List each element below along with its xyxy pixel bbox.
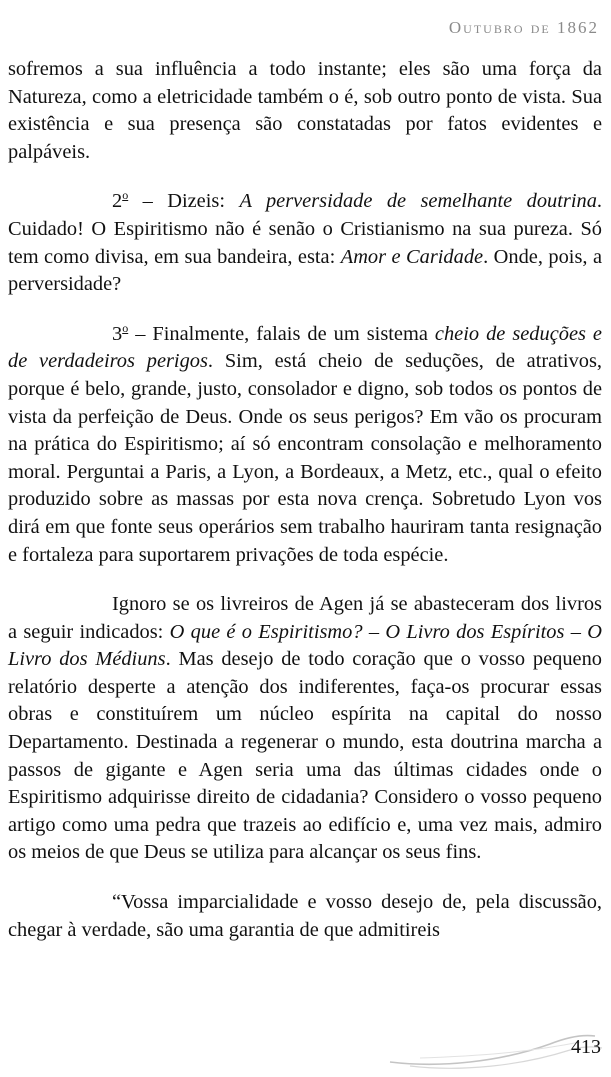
page-number: 413 — [571, 1036, 601, 1058]
italic-book-titles: O que é o Espiritismo? – O Livro dos Espíritos – O Livro dos Médiuns — [8, 620, 602, 671]
paragraph-continuation — [8, 56, 602, 166]
paragraph-text: – Finalmente, falais de um sistema — [128, 322, 435, 345]
italic-motto: Amor e Caridade — [340, 245, 484, 268]
paragraph-text: . Mas desejo de todo coração que o vosso pequeno relatório desperte a atenção dos indiferentes, faça-os procurar essas obras e constituírem um núcleo espírita na capital do nosso Departamento. Destinada a regenerar o mundo, esta doutrina marcha a passos de gigante e Agen seria uma das últimas cidades onde o Espiritismo adquirisse direito de cidadania? Considero o vosso pequeno artigo como uma pedra que trazeis ao edifício e, uma vez mais, admiro os meios de que Deus se utiliza para alcançar os seus fins. — [8, 648, 602, 864]
paragraph-booksellers — [8, 591, 602, 867]
page-body-text — [8, 56, 602, 944]
paragraph-quote-start — [8, 889, 602, 944]
italic-quote: A perversidade de semelhante doutrina — [239, 190, 597, 213]
running-header: Outubro de 1862 — [448, 18, 599, 37]
ordinal-indicator: o — [122, 320, 129, 335]
ordinal-indicator: o — [122, 188, 129, 203]
paragraph-text: sofremos a sua influência a todo instante; eles são uma força da Natureza, como a eletricidade também o é, sob outro ponto de vista. Sua existência e sua presença são constatadas por fatos evidentes e palpáveis. — [8, 58, 602, 163]
item-number: 2 — [112, 190, 123, 213]
page-footer — [380, 1022, 611, 1077]
paragraph-item-3 — [8, 321, 602, 569]
paragraph-text: “Vossa imparcialidade e vosso desejo de, pela discussão, chegar à verdade, são uma garantia de que admitireis — [8, 891, 602, 941]
paragraph-text: – Dizeis: — [128, 190, 240, 213]
paragraph-item-2 — [8, 188, 602, 298]
paragraph-text: . Onde, pois, a perversidade? — [8, 245, 602, 296]
paragraph-text: . Sim, está cheio de seduções, de atrativos, porque é belo, grande, justo, consolador e digno, sob todos os pontos de vista da perfeição de Deus. Onde os seus perigos? Em vão os procuram na prática do Espiritismo; aí só encontram consolação e melhoramento moral. Perguntai a Paris, a Lyon, a Bordeaux, a Metz, etc., qual o efeito produzido sobre as massas por esta nova crença. Sobretudo Lyon vos dirá em que fonte seus operários sem trabalho hauriram tanta resignação e fortaleza para suportarem privações de toda espécie. — [8, 350, 602, 566]
item-number: 3 — [112, 322, 123, 345]
paragraph-text: Ignoro se os livreiros de Agen já se abasteceram dos livros a seguir indicados: — [8, 593, 602, 643]
paragraph-text: . Cuidado! O Espiritismo não é senão o Cristianismo na sua pureza. Só tem como divisa, em sua bandeira, esta: — [8, 190, 602, 268]
italic-quote: cheio de seduções e de verdadeiros perigos — [8, 322, 602, 373]
